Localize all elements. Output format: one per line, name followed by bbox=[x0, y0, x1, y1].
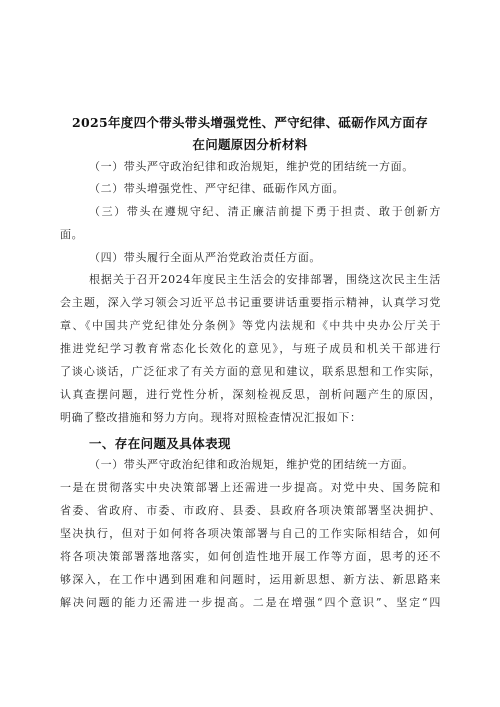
document-title-line-1: 2025年度四个带头带头增强党性、严守纪律、砥砺作风方面存 bbox=[72, 115, 428, 130]
item-line: （四）带头履行全面从严治党政治责任方面。 bbox=[89, 251, 321, 264]
intro-line: 明确了整改措施和努力方向。现将对照检查情况汇报如下： bbox=[60, 411, 362, 424]
section-line: 将各项决策部署落地落实，如何创造性地开展工作等方面，思考的还不 bbox=[60, 550, 441, 563]
section-line: 解决问题的能力还需进一步提高。二是在增强“四个意识”、坚定“四 bbox=[60, 596, 441, 609]
document-title-line-2: 在问题原因分析材料 bbox=[192, 137, 308, 152]
intro-line: 了谈心谈话，广泛征求了有关方面的意见和建议，联系思想和工作实际， bbox=[60, 365, 441, 378]
section-line: 坚决执行，但对于如何将各项决策部署与自己的工作实际相结合，如何 bbox=[60, 527, 441, 540]
intro-line: 根据关于召开2024年度民主生活会的安排部署，围绕这次民主生活 bbox=[89, 273, 441, 286]
section-heading: 一、存在问题及具体表现 bbox=[89, 436, 231, 451]
intro-line: 推进党纪学习教育常态化长效化的意见》，与班子成员和机关干部进行 bbox=[60, 342, 441, 355]
intro-line: 章、《中国共产党纪律处分条例》等党内法规和《中共中央办公厅关于 bbox=[60, 319, 441, 332]
item-line: （三）带头在遵规守纪、清正廉洁前提下勇于担责、敢于创新方 bbox=[89, 205, 441, 218]
item-line-continuation: 面。 bbox=[60, 228, 84, 241]
section-line: 一是在贯彻落实中央决策部署上还需进一步提高。对党中央、国务院和 bbox=[60, 481, 441, 494]
intro-line: 会主题，深入学习领会习近平总书记重要讲话重要指示精神，认真学习党 bbox=[60, 296, 441, 309]
intro-line: 认真查摆问题，进行党性分析，深刻检视反思，剖析问题产生的原因， bbox=[60, 388, 441, 401]
section-line: 省委、省政府、市委、市政府、县委、县政府各项决策部署坚决拥护、 bbox=[60, 504, 441, 517]
item-line: （一）带头严守政治纪律和政治规矩，维护党的团结统一方面。 bbox=[89, 160, 414, 173]
item-line: （二）带头增强党性、严守纪律、砥砺作风方面。 bbox=[89, 182, 345, 195]
section-line: 够深入，在工作中遇到困难和问题时，运用新思想、新方法、新思路来 bbox=[60, 573, 441, 586]
section-line: （一）带头严守政治纪律和政治规矩，维护党的团结统一方面。 bbox=[89, 458, 414, 471]
